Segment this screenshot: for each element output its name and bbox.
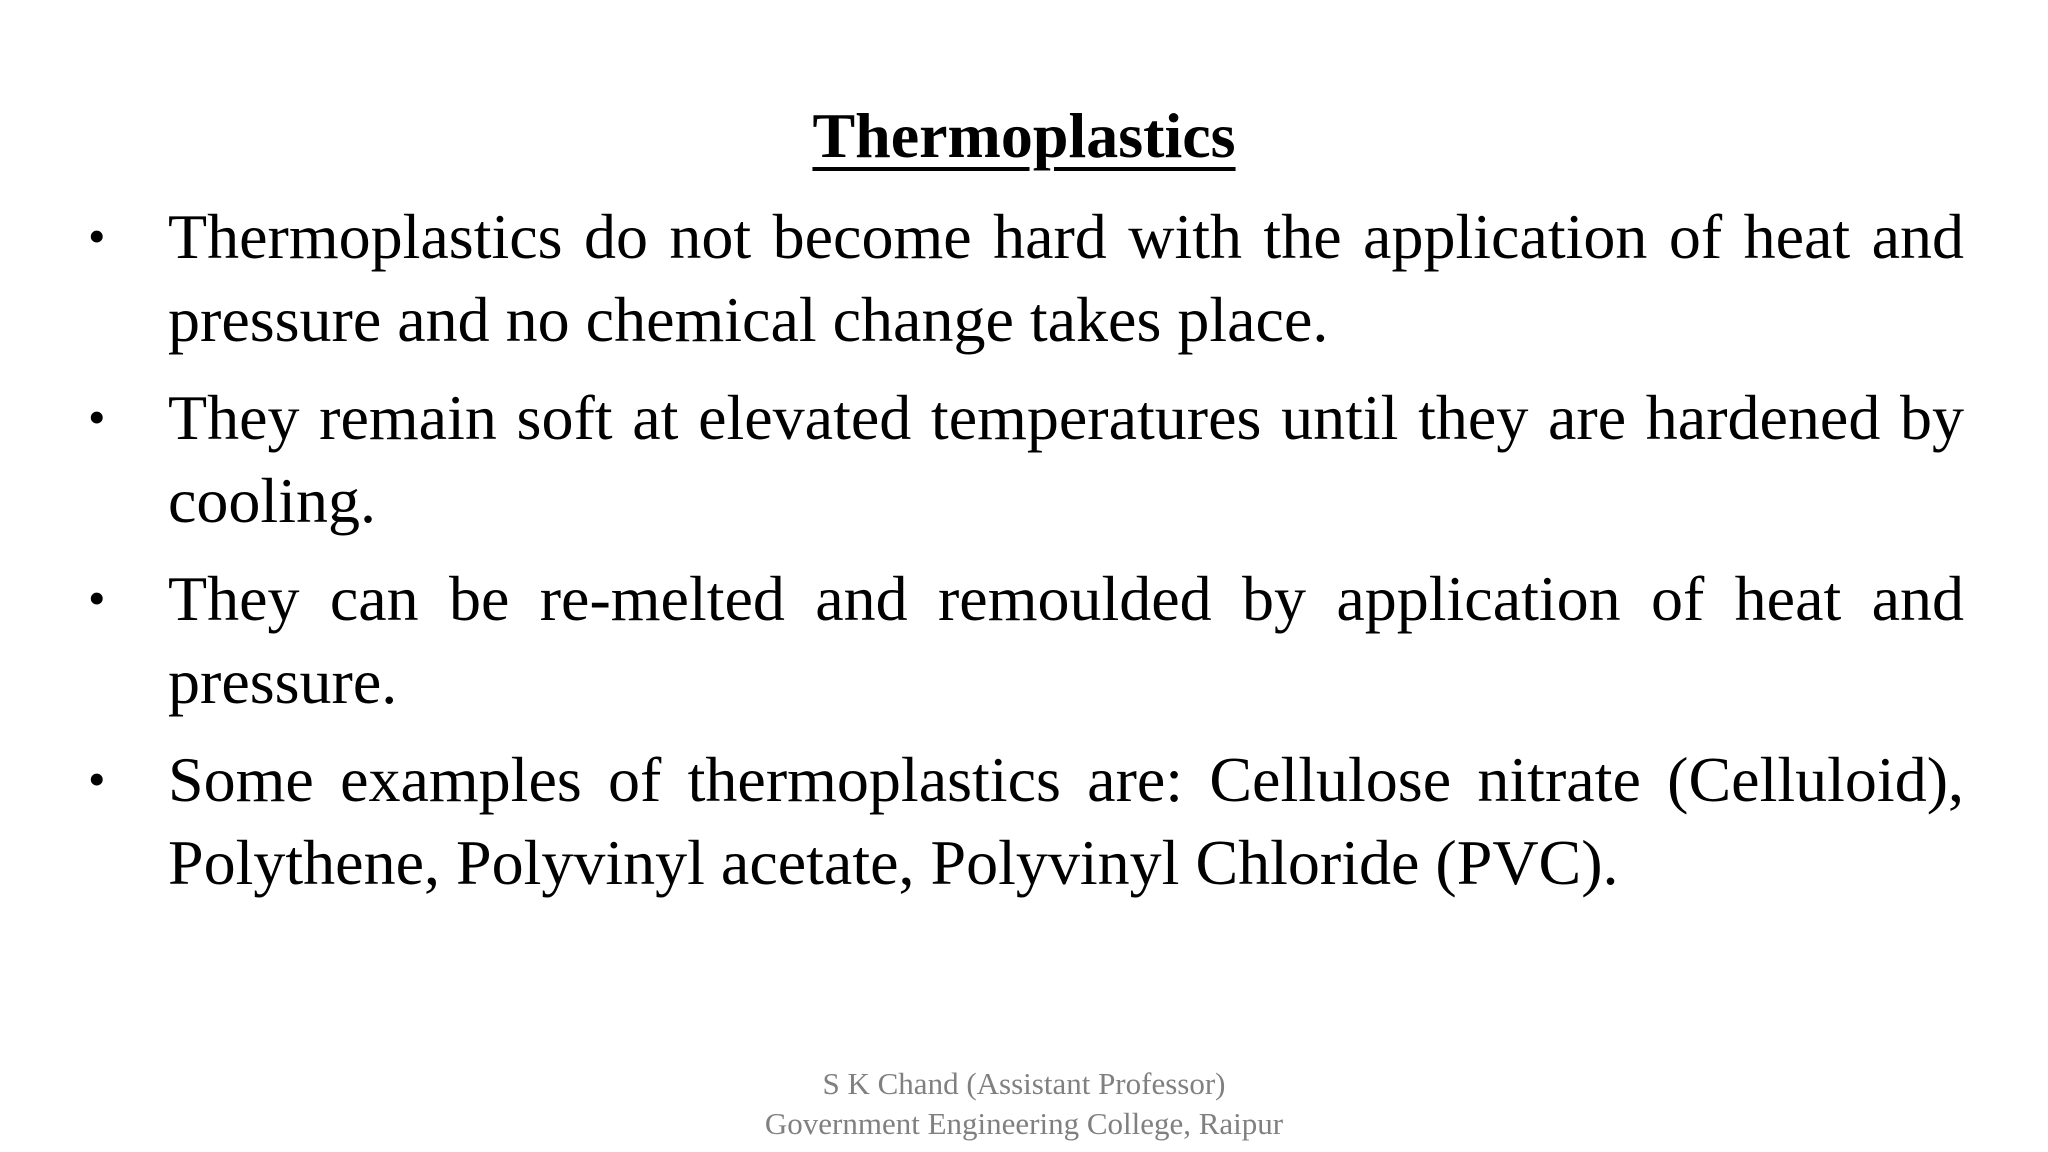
bullet-icon: • — [88, 751, 106, 807]
bullet-item — [88, 738, 1964, 904]
bullet-text: They remain soft at elevated temperatures until they are hardened by cooling. — [168, 382, 1964, 536]
bullet-text: Thermoplastics do not become hard with the application of heat and pressure and no chemical change takes place. — [168, 201, 1964, 355]
bullet-item — [88, 376, 1964, 542]
bullet-text: They can be re-melted and remoulded by application of heat and pressure. — [168, 563, 1964, 717]
bullet-item — [88, 557, 1964, 723]
footer-author: S K Chand (Assistant Professor) — [822, 1066, 1226, 1101]
bullet-icon: • — [88, 570, 106, 626]
footer-institution: Government Engineering College, Raipur — [764, 1106, 1284, 1141]
bullet-icon: • — [88, 208, 106, 264]
bullet-item — [88, 195, 1964, 361]
bullet-icon: • — [88, 389, 106, 445]
bullet-list — [88, 195, 1964, 919]
slide-title: Thermoplastics — [812, 100, 1236, 171]
slide-footer — [0, 1064, 2048, 1144]
bullet-text: Some examples of thermoplastics are: Cellulose nitrate (Celluloid), Polythene, Polyvinyl acetate, Polyvinyl Chloride (PVC). — [168, 744, 1964, 898]
